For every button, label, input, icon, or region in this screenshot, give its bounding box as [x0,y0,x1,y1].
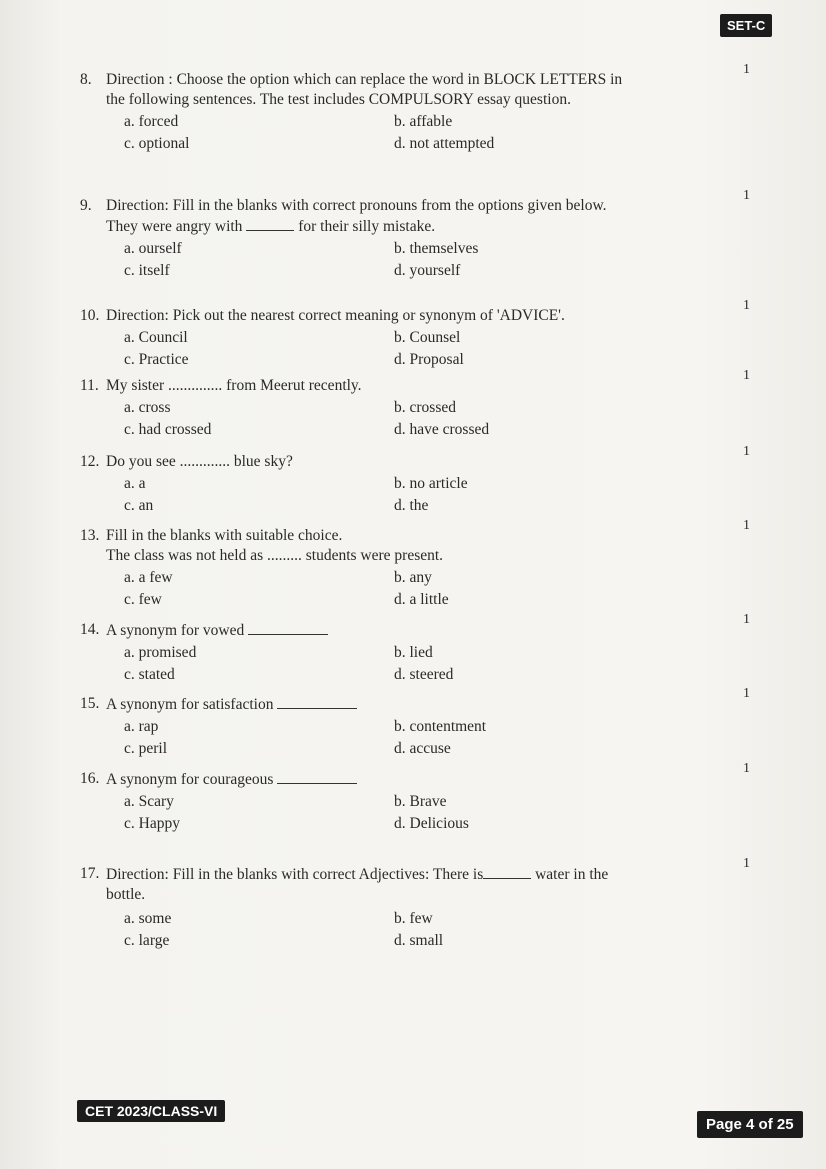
option-c: c. few [124,591,162,608]
option-a: a. some [124,910,172,927]
question-number: 8. [80,71,92,88]
question-text-before-blank: A synonym for courageous [106,771,274,788]
question-marks: 1 [743,298,750,313]
option-a: a. a [124,475,146,492]
option-c: c. stated [124,666,175,683]
option-d: d. yourself [394,262,461,279]
question-text-line-2 [106,216,750,237]
option-c: c. an [124,497,154,514]
question-text-before-blank: Direction: Fill in the blanks with correct Adjectives: There is [106,866,484,883]
question-8 [80,62,750,154]
options-grid [124,643,750,685]
question-marks: 1 [743,444,750,459]
exam-code-label: CET 2023/CLASS-VI [77,1100,225,1122]
options-grid [124,792,750,834]
options-grid [124,717,750,759]
option-b: b. any [394,569,432,586]
option-c: c. large [124,932,170,949]
question-12 [80,444,750,516]
question-marks: 1 [743,686,750,701]
question-text: My sister .............. from Meerut recently. [106,377,362,394]
question-marks: 1 [743,761,750,776]
option-a: a. rap [124,718,159,735]
option-b: b. no article [394,475,468,492]
question-number: 11. [80,377,99,394]
question-text [106,694,750,715]
option-d: d. a little [394,591,449,608]
option-d: d. have crossed [394,421,490,438]
question-text: Direction: Pick out the nearest correct meaning or synonym of 'ADVICE'. [106,307,565,324]
option-d: d. Delicious [394,815,469,832]
option-b: b. few [394,910,433,927]
question-text [106,769,750,790]
question-marks: 1 [743,612,750,627]
question-marks: 1 [743,368,750,383]
option-d: d. Proposal [394,351,464,368]
question-9 [80,188,750,281]
option-d: d. the [394,497,429,514]
answer-blank [483,864,531,879]
question-text: Direction: Fill in the blanks with correct pronouns from the options given below. [106,197,607,214]
answer-blank [277,769,357,784]
question-number: 10. [80,307,100,324]
question-17 [80,856,750,951]
question-number: 17. [80,865,100,882]
options-grid [124,328,750,370]
question-number: 14. [80,621,100,638]
option-a: a. a few [124,569,173,586]
question-text-before-blank: A synonym for satisfaction [106,696,274,713]
options-grid [124,568,750,610]
option-d: d. small [394,932,444,949]
question-10 [80,298,750,370]
question-text-after-blank: for their silly mistake. [298,218,436,235]
option-a: a. cross [124,399,171,416]
option-b: b. crossed [394,399,456,416]
question-16 [80,761,750,834]
option-c: c. optional [124,135,190,152]
options-grid [124,909,750,951]
question-text [106,620,750,641]
options-grid [124,474,750,516]
option-b: b. Counsel [394,329,461,346]
answer-blank [246,216,294,231]
question-marks: 1 [743,188,750,203]
answer-blank [277,694,357,709]
question-text-after-blank: water in the [535,866,609,883]
option-a: a. ourself [124,240,182,257]
option-d: d. accuse [394,740,451,757]
question-text-before-blank: A synonym for vowed [106,622,245,639]
option-a: a. Scary [124,793,174,810]
option-c: c. Practice [124,351,189,368]
question-marks: 1 [743,518,750,533]
option-b: b. themselves [394,240,479,257]
option-c: c. peril [124,740,168,757]
options-grid [124,112,750,154]
question-marks: 1 [743,62,750,77]
question-text-line-2: The class was not held as ......... students were present. [106,547,444,564]
options-grid [124,239,750,281]
question-text: Fill in the blanks with suitable choice. [106,527,343,544]
option-b: b. affable [394,113,453,130]
question-text-line-2: bottle. [106,886,146,903]
question-11 [80,368,750,440]
option-b: b. Brave [394,793,447,810]
option-a: a. Council [124,329,188,346]
question-number: 16. [80,770,100,787]
question-number: 9. [80,197,92,214]
option-a: a. forced [124,113,179,130]
option-c: c. Happy [124,815,180,832]
option-b: b. lied [394,644,433,661]
question-number: 13. [80,527,100,544]
page-number: Page 4 of 25 [697,1111,803,1138]
option-c: c. itself [124,262,170,279]
question-14 [80,612,750,685]
question-text: Do you see ............. blue sky? [106,453,293,470]
question-marks: 1 [743,856,750,871]
option-d: d. steered [394,666,454,683]
question-15 [80,686,750,759]
answer-blank [248,620,328,635]
option-a: a. promised [124,644,197,661]
set-badge: SET-C [720,14,772,37]
question-number: 15. [80,695,100,712]
question-number: 12. [80,453,100,470]
question-text: Direction : Choose the option which can replace the word in BLOCK LETTERS in [106,71,623,88]
question-text-line-2: the following sentences. The test includes COMPULSORY essay question. [106,91,571,108]
option-b: b. contentment [394,718,487,735]
question-text [106,864,750,885]
option-d: d. not attempted [394,135,495,152]
question-text-before-blank: They were angry with [106,218,243,235]
question-13 [80,518,750,610]
option-c: c. had crossed [124,421,212,438]
options-grid [124,398,750,440]
